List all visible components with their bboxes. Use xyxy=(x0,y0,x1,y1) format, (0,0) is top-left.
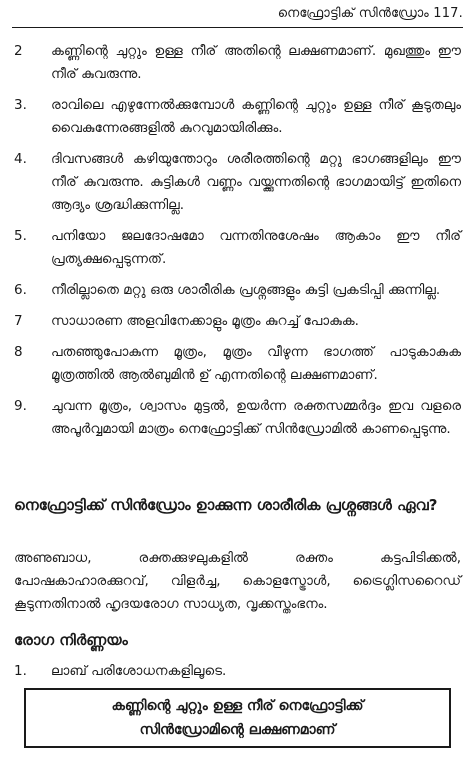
list-item xyxy=(0,279,475,302)
list-item xyxy=(0,40,475,86)
running-header: നെഫ്രോട്ടിക് സിൻഡ്രോം 117. xyxy=(277,6,463,21)
callout-line-1: കണ്ണിന്റെ ചുറ്റും ഉള്ള നീര് നെഫ്രോട്ടിക്ക് xyxy=(111,698,364,714)
callout-box xyxy=(24,688,451,748)
problems-paragraph: അണുബാധ, രക്തക്കുഴലുകളിൽ രക്തം കട്ടപിടിക്കൽ, പോഷകാഹാരക്കുറവ്, വിളർച്ച, കൊളസ്ട്രോൾ, ട്രൈഗ്ലിസറൈഡ് കൂടുന്നതിനാൽ ഹൃദയരോഗ സാധ്യത, വൃക്കസ്തംഭനം. xyxy=(14,550,461,612)
list-item xyxy=(0,225,475,271)
symptom-list xyxy=(0,40,475,449)
list-item xyxy=(0,310,475,333)
list-item xyxy=(0,395,475,441)
item-text: പതഞ്ഞുപോകുന്ന മൂത്രം, മൂത്രം വീഴുന്ന ഭാഗത്ത് പാടുകാകുക മൂത്രത്തിൽ ആൽബുമിൻ ഉ് എന്നതിന്റെ ലക്ഷണമാണ്. xyxy=(51,344,461,383)
item-text: പനിയോ ജലദോഷമോ വന്നതിനുശേഷം ആകാം ഈ നീര് പ്രത്യക്ഷപ്പെടുന്നത്. xyxy=(51,228,461,267)
item-number: 8 xyxy=(14,344,23,360)
item-number: 9. xyxy=(14,398,27,414)
header-rule xyxy=(12,27,463,28)
item-number: 7 xyxy=(14,313,23,329)
item-text: സാധാരണ അളവിനേക്കാളും മൂത്രം കുറച്ച് പോകുക. xyxy=(51,313,359,329)
list-item xyxy=(0,341,475,387)
section-heading-problems: നെഫ്രോട്ടിക്ക് സിൻഡ്രോം ഉാക്കുന്ന ശാരീരിക പ്രശ്നങ്ങൾ ഏവ? xyxy=(14,496,438,514)
item-text: ചുവന്ന മൂത്രം, ശ്വാസം മുട്ടൽ, ഉയർന്ന രക്തസമ്മർദ്ദം ഇവ വളരെ അപൂർവ്വമായി മാത്രം നെഫ്രോട്ടിക്ക് സിൻഡ്രോമിൽ കാണപ്പെടുന്നു. xyxy=(51,398,461,437)
item-text: ദിവസങ്ങൾ കഴിയുന്തോറും ശരീരത്തിന്റെ മറ്റു ഭാഗങ്ങളിലും ഈ നീര് കുവരുന്നു. കുട്ടികൾ വണ്ണം വയ്ക്കുന്നതിന്റെ ഭാഗമായിട്ട് ഇതിനെ ആദ്യം ശ്രദ്ധിക്കുന്നില്ല. xyxy=(51,151,461,213)
item-number: 2 xyxy=(14,43,23,59)
item-number: 6. xyxy=(14,282,27,298)
list-item xyxy=(0,148,475,217)
item-text: ലാബ് പരിശോധനകളിലൂടെ. xyxy=(51,663,227,679)
item-text: കണ്ണിന്റെ ചുറ്റും ഉള്ള നീര് അതിന്റെ ലക്ഷണമാണ്. മുഖത്തും ഈ നീര് കുവരുന്നു. xyxy=(51,43,461,82)
callout-line-2: സിൻഡ്രോമിന്റെ ലക്ഷണമാണ് xyxy=(139,722,336,738)
section-heading-diagnosis: രോഗ നിർണ്ണയം xyxy=(14,631,128,649)
item-number: 5. xyxy=(14,228,27,244)
diagnosis-list-item xyxy=(0,660,461,683)
item-number: 1. xyxy=(14,663,27,679)
item-number: 3. xyxy=(14,97,27,113)
item-text: രാവിലെ എഴുന്നേൽക്കുമ്പോൾ കണ്ണിന്റെ ചുറ്റും ഉള്ള നീര് കൂടുതലും വൈകുന്നേരങ്ങളിൽ കുറവുമായിരിക്കും. xyxy=(51,97,461,136)
item-text: നീരില്ലാതെ മറ്റു ഒരു ശാരീരിക പ്രശ്നങ്ങളും കുട്ടി പ്രകടിപ്പി ക്കുന്നില്ല. xyxy=(51,282,441,298)
list-item xyxy=(0,94,475,140)
item-number: 4. xyxy=(14,151,27,167)
